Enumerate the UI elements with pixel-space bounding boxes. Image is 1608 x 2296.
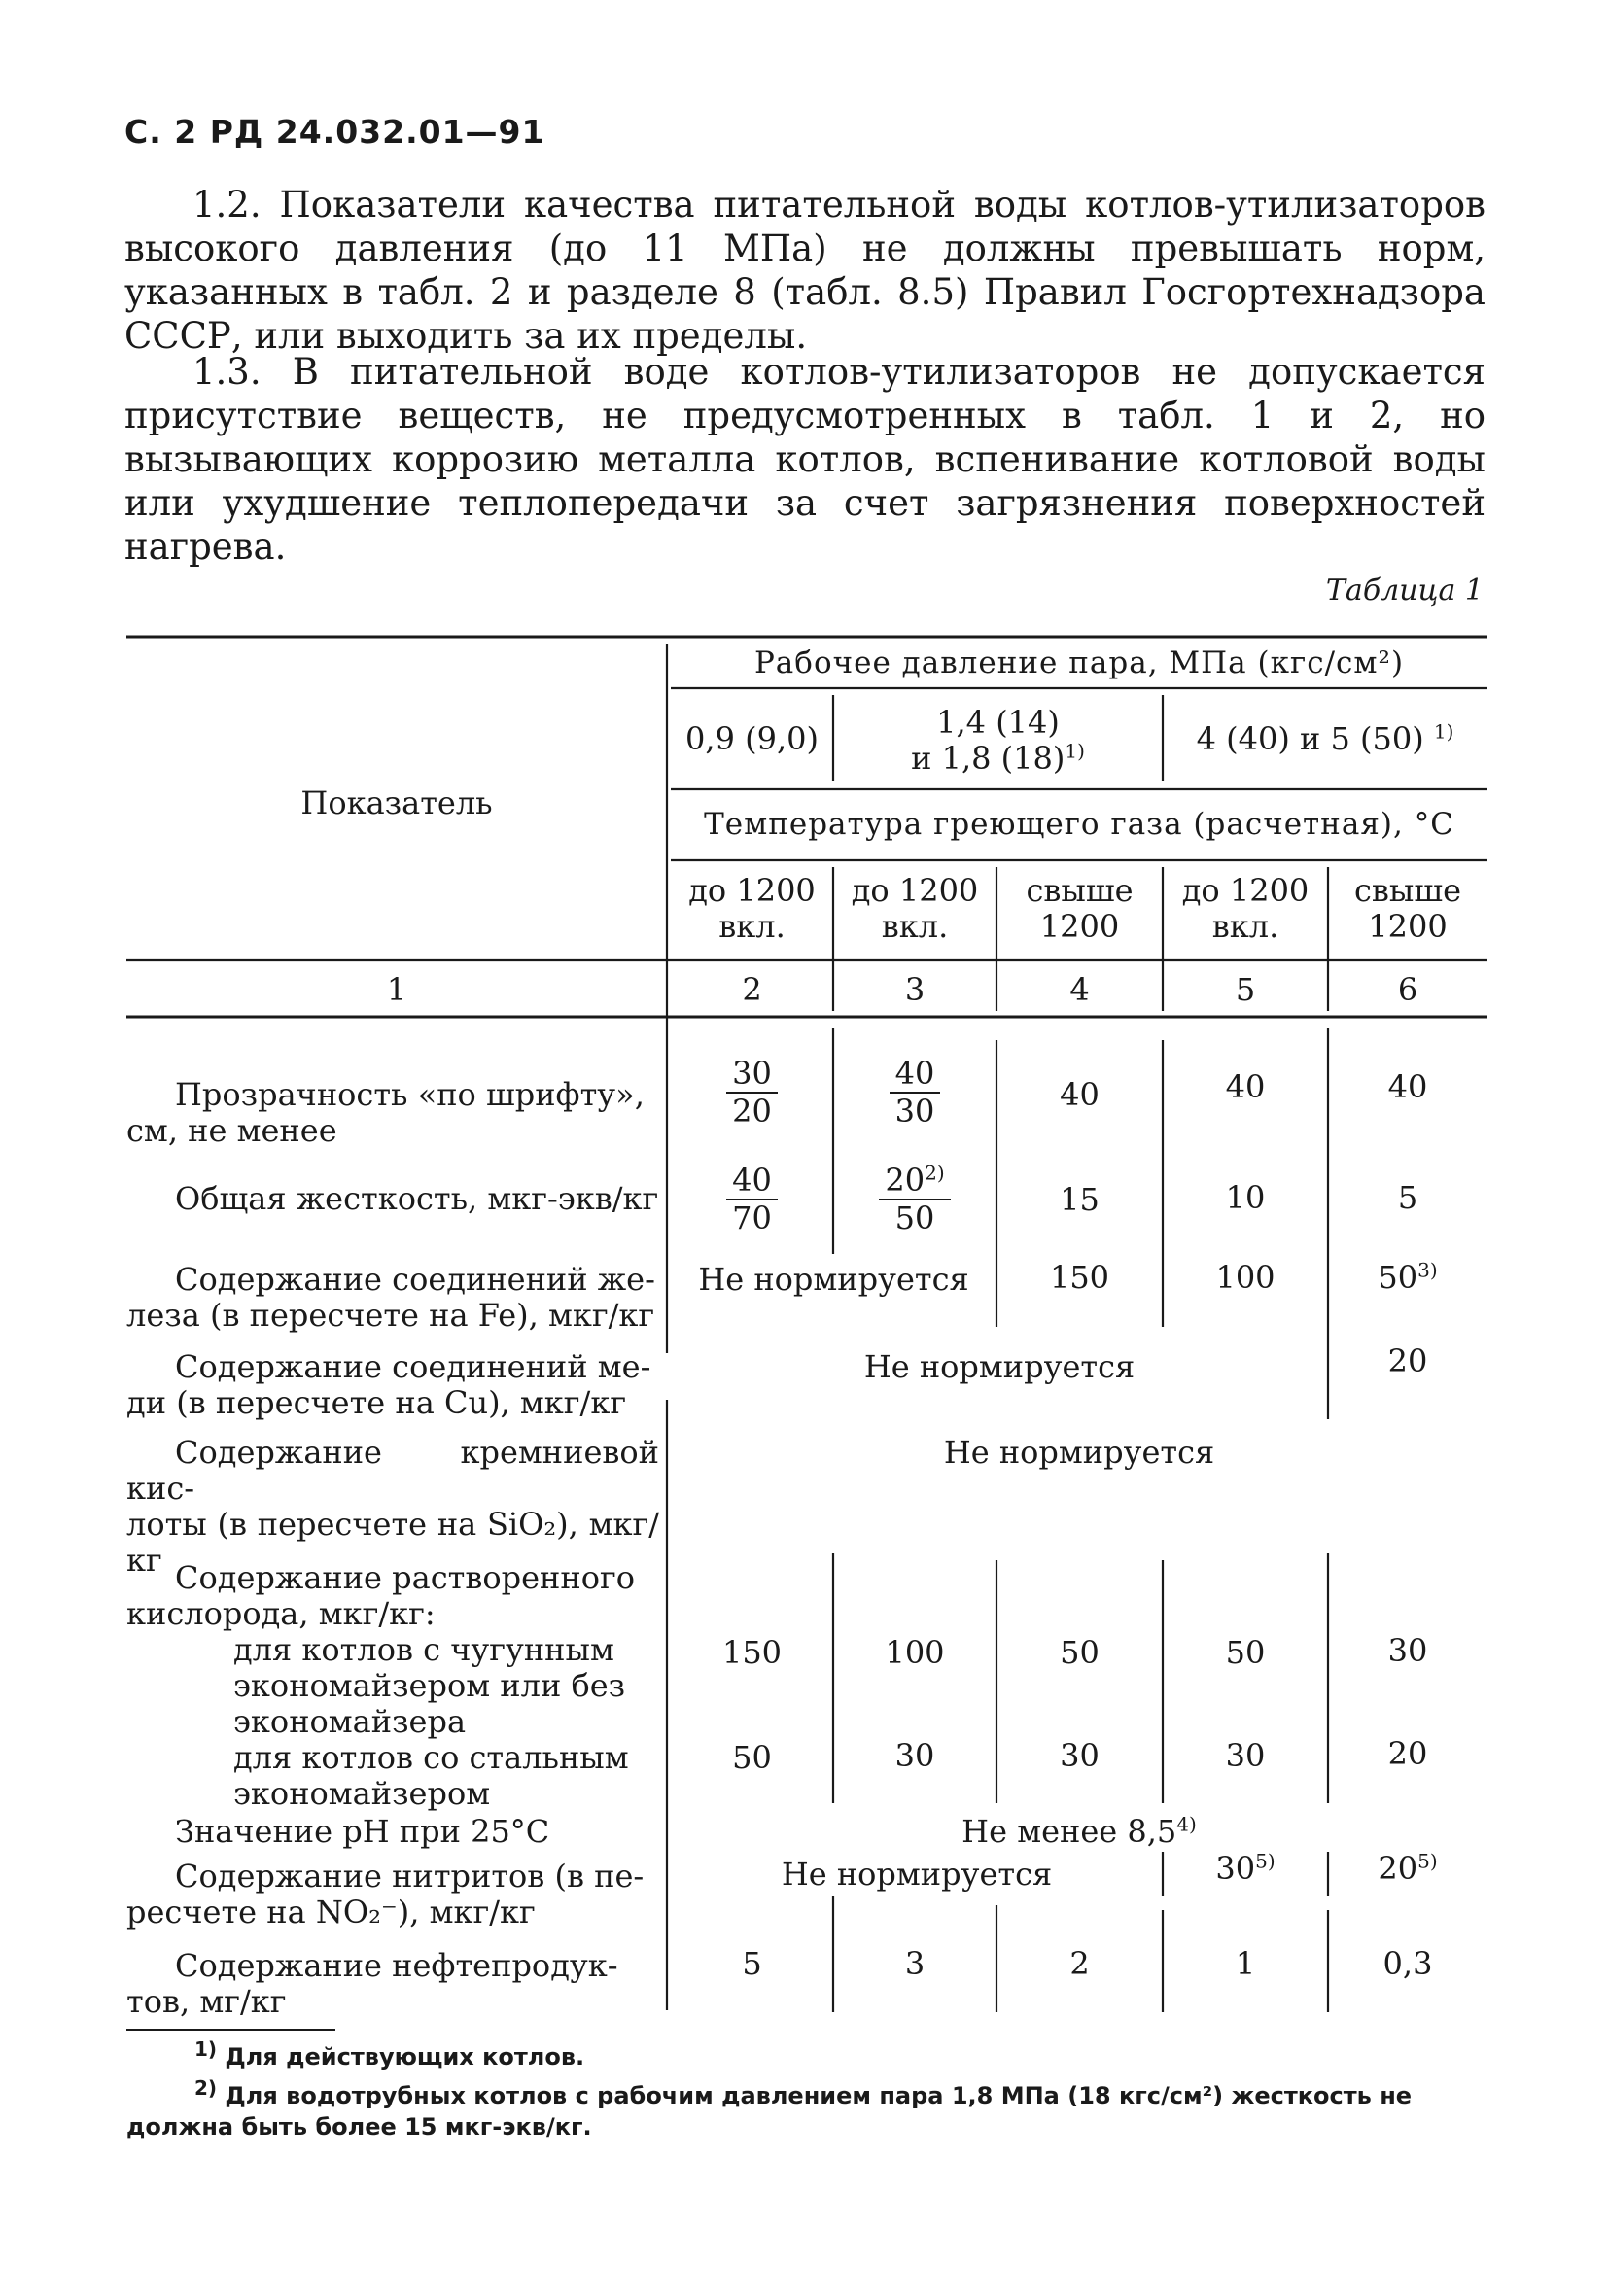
nitrites-col-6: 20$^{5)}$ (1378, 1849, 1438, 1887)
oxygen-steel-col-5: 30 (1225, 1737, 1266, 1774)
oil-col-2: 5 (742, 1945, 762, 1982)
col-number-1: 1 (386, 971, 407, 1008)
pressure-group-2b: и 1,8 (18)$^{1)}$ (911, 739, 1085, 777)
transparency-col-5: 40 (1225, 1068, 1266, 1105)
footnote-1: $^{1)}$ Для действующих котлов. (194, 2037, 585, 2070)
iron-col-4: 150 (1049, 1259, 1110, 1296)
hardness-col-6: 5 (1397, 1179, 1418, 1216)
row-label-nitrites: Содержание нитритов (в пе- ресчете на NO₂⁻), мкг/кг (126, 1858, 645, 1931)
temp-col-5: до 1200 вкл. (1181, 872, 1310, 945)
ph-col-2-6: Не менее 8,5$^{4)}$ (961, 1812, 1197, 1850)
silica-col-2-6: Не нормируется (943, 1434, 1215, 1471)
footnote-divider (126, 2029, 335, 2031)
temp-col-2: до 1200 вкл. (688, 872, 816, 945)
col-number-6: 6 (1397, 971, 1418, 1008)
copper-col-6: 20 (1387, 1342, 1428, 1379)
pressure-group-1: 0,9 (9,0) (685, 720, 819, 757)
oxygen-steel-col-3: 30 (894, 1737, 935, 1774)
oil-col-3: 3 (904, 1945, 926, 1982)
row-label-hardness: Общая жесткость, мкг-экв/кг (175, 1180, 659, 1217)
footnote-2: $^{2)}$ Для водотрубных котлов с рабочим давлением пара 1,8 МПа (18 кгс/см²) жесткость не должна быть более 15 мкг-экв/кг. (126, 2076, 1413, 2140)
oxygen-cast-iron-col-5: 50 (1225, 1634, 1266, 1671)
oxygen-steel-col-4: 30 (1060, 1737, 1100, 1774)
row-label-oil: Содержание нефтепродук- тов, мг/кг (126, 1947, 618, 2020)
temp-col-4: свыше 1200 (1026, 872, 1134, 945)
table-caption: Таблица 1 (1325, 574, 1484, 608)
paragraph-1-3: 1.3. В питательной воде котлов-утилизаторов не допускается присутствие веществ, не предусмотренных в табл. 1 и 2, но вызывающих коррозию металла котлов, вспенивание котловой воды или ухудшение теплопередачи за счет загрязнения поверхностей нагрева. (124, 351, 1486, 568)
col-number-5: 5 (1235, 971, 1256, 1008)
iron-col-2-3: Не нормируется (698, 1261, 969, 1298)
hardness-col-2: $\frac{40}{70}$ (671, 1163, 833, 1236)
hardness-col-5: 10 (1225, 1179, 1266, 1216)
transparency-col-6: 40 (1387, 1068, 1428, 1105)
indicator-column-header: Показатель (300, 784, 493, 821)
transparency-col-3: $\frac{40}{30}$ (833, 1056, 996, 1130)
pressure-group-3: 4 (40) и 5 (50) $^{1)}$ (1196, 719, 1454, 757)
row-label-iron: Содержание соединений же- леза (в пересчете на Fe), мкг/кг (126, 1261, 655, 1334)
copper-col-2-5: Не нормируется (863, 1348, 1136, 1385)
oil-col-6: 0,3 (1382, 1945, 1433, 1982)
pressure-header: Рабочее давление пара, МПа (кгс/см²) (753, 645, 1405, 680)
row-label-transparency: Прозрачность «по шрифту», см, не менее (126, 1076, 645, 1149)
paragraph-1-2: 1.2. Показатели качества питательной воды котлов-утилизаторов высокого давления (до 11 МПа) не должны превышать норм, указанных в табл. 2 и разделе 8 (табл. 8.5) Правил Госгортехнадзора СССР, или выходить за их пределы. (124, 184, 1486, 357)
temperature-header: Температура греющего газа (расчетная), °С (704, 807, 1454, 842)
temp-col-3: до 1200 вкл. (851, 872, 979, 945)
temp-col-6: свыше 1200 (1353, 872, 1462, 945)
col-number-4: 4 (1069, 971, 1090, 1008)
hardness-col-4: 15 (1060, 1181, 1100, 1218)
col-number-2: 2 (742, 971, 762, 1008)
pressure-group-2a: 1,4 (14) (936, 704, 1060, 741)
row-label-copper: Содержание соединений ме- ди (в пересчете на Cu), мкг/кг (126, 1348, 651, 1421)
oil-col-4: 2 (1069, 1945, 1090, 1982)
transparency-col-2: $\frac{30}{20}$ (671, 1056, 833, 1130)
oxygen-cast-iron-col-2: 150 (721, 1634, 783, 1671)
oxygen-steel-col-2: 50 (732, 1739, 772, 1776)
row-label-ph: Значение pH при 25°С (175, 1813, 550, 1850)
oil-col-5: 1 (1235, 1945, 1256, 1982)
nitrites-col-5: 30$^{5)}$ (1215, 1849, 1276, 1887)
oxygen-cast-iron-col-3: 100 (885, 1634, 945, 1671)
row-label-silica: Содержание кремниевой кис- лоты (в пересчете на SiO₂), мкг/кг (126, 1434, 659, 1579)
oxygen-cast-iron-col-4: 50 (1060, 1634, 1100, 1671)
oxygen-steel-col-6: 20 (1387, 1735, 1428, 1772)
iron-col-6: 50$^{3)}$ (1378, 1258, 1438, 1296)
col-number-3: 3 (904, 971, 926, 1008)
nitrites-col-2-4: Не нормируется (781, 1856, 1053, 1893)
transparency-col-4: 40 (1060, 1076, 1100, 1113)
iron-col-5: 100 (1215, 1259, 1276, 1296)
page-header: С. 2 РД 24.032.01—91 (124, 113, 545, 151)
row-label-oxygen: Содержание растворенного кислорода, мкг/кг: для котлов с чугунным экономайзером или без экономайзера для котлов со стальным экономайзером (126, 1559, 635, 1812)
hardness-col-3: $\frac{20^{2)}}{50}$ (833, 1163, 996, 1236)
oxygen-cast-iron-col-6: 30 (1387, 1632, 1428, 1669)
